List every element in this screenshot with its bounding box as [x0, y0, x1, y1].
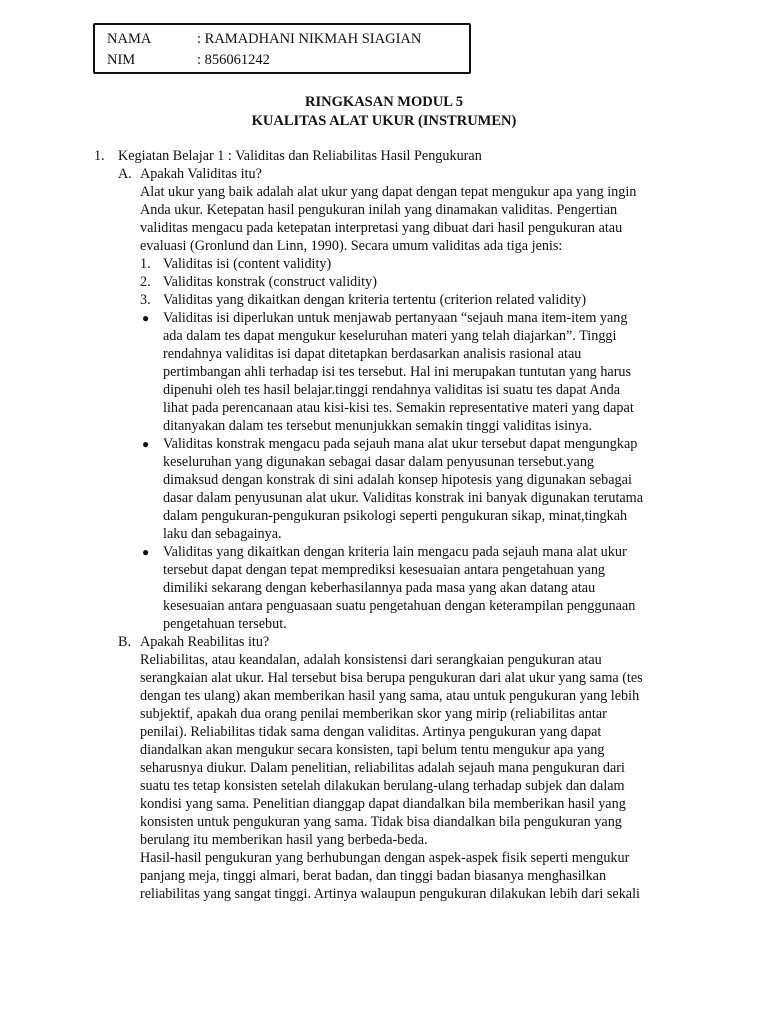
bullet-item-construct-validity: [163, 435, 643, 543]
subsection-a-heading: Apakah Validitas itu?: [140, 166, 262, 182]
bullet-item-criterion-validity: [163, 543, 635, 633]
bullet-icon: ●: [142, 311, 150, 325]
type-number: 1.: [140, 256, 151, 272]
bullet-line: keseluruhan yang digunakan sebagai dasar dalam penyusunan tersebut.yang: [163, 454, 595, 470]
subsection-a-letter: A.: [118, 166, 132, 182]
bullet-line: tersebut dapat dengan tepat memprediksi kesesuaian antara pengetahuan yang: [163, 562, 606, 578]
nim-row: [107, 51, 270, 69]
paragraph-line: suatu tes tetap konsisten setelah dilakukan berulang-ulang terhadap subjek dan dalam: [140, 778, 625, 794]
type-text: Validitas yang dikaitkan dengan kriteria tertentu (criterion related validity): [163, 292, 587, 308]
bullet-line: dalam pengukuran-pengukuran psikologi seperti pengukuran sikap, minat,tingkah: [163, 508, 628, 524]
reliabilitas-paragraph: [140, 651, 643, 903]
paragraph-line: evaluasi (Gronlund dan Linn, 1990). Secara umum validitas ada tiga jenis:: [140, 238, 563, 254]
bullet-line: lihat pada perencanaan atau kisi-kisi tes. Semakin representative materi yang dapat: [163, 400, 634, 416]
type-text: Validitas konstrak (construct validity): [163, 274, 377, 290]
bullet-line: dipenuhi oleh tes hasil belajar.tinggi rendahnya validitas isi suatu tes dapat Anda: [163, 382, 621, 398]
paragraph-line: validitas mengacu pada ketepatan interpretasi yang dibuat dari hasil pengukuran atau: [140, 220, 623, 236]
bullet-line: dimaksud dengan konstrak di sini adalah konsep hipotesis yang digunakan sebagai: [163, 472, 632, 488]
nim-value: : 856061242: [197, 52, 270, 68]
title-line-1: RINGKASAN MODUL 5: [305, 94, 463, 110]
bullet-line: pertimbangan ahli terhadap isi tes tersebut. Hal ini merupakan tuntutan yang harus: [163, 364, 632, 380]
bullet-line: laku dan sebagainya.: [163, 526, 282, 542]
bullet-line: ditanyakan dalam tes tersebut menunjukkan semakin tinggi validitas isinya.: [163, 418, 593, 434]
bullet-line: ada dalam tes dapat mengukur keseluruhan materi yang telah diajarkan”. Tinggi: [163, 328, 617, 344]
paragraph-line: penilai). Reliabilitas tidak sama dengan validitas. Artinya pengukuran yang dapat: [140, 724, 602, 740]
paragraph-line: berulang itu memberikan hasil yang berbeda-beda.: [140, 832, 428, 848]
paragraph-line: panjang meja, tinggi almari, berat badan, dan tinggi badan biasanya menghasilkan: [140, 868, 607, 884]
type-text: Validitas isi (content validity): [163, 256, 332, 272]
paragraph-line: diandalkan akan mengukur secara konsisten, tapi belum tentu mengukur apa yang: [140, 742, 605, 758]
bullet-line: kesesuaian antara penguasaan suatu pengetahuan dengan keterampilan penggunaan: [163, 598, 636, 614]
paragraph-line: Anda ukur. Ketepatan hasil pengukuran inilah yang dinamakan validitas. Pengertian: [140, 202, 618, 218]
bullet-line: Validitas yang dikaitkan dengan kriteria lain mengacu pada sejauh mana alat ukur: [163, 544, 627, 560]
bullet-line: dasar dalam penyusunan alat ukur. Validitas konstrak ini banyak digunakan terutama: [163, 490, 644, 506]
bullet-icon: ●: [142, 437, 150, 451]
paragraph-line: konsisten untuk pengukuran yang sama. Tidak bisa diandalkan bila pengukuran yang: [140, 814, 622, 830]
paragraph-line: Hasil-hasil pengukuran yang berhubungan dengan aspek-aspek fisik seperti mengukur: [140, 850, 630, 866]
nama-value: : RAMADHANI NIKMAH SIAGIAN: [197, 31, 422, 47]
section1-heading: Kegiatan Belajar 1 : Validitas dan Reliabilitas Hasil Pengukuran: [118, 148, 482, 164]
bullet-line: rendahnya validitas isi dapat ditetapkan berdasarkan analisis rasional atau: [163, 346, 582, 362]
paragraph-line: dengan tes ulang) akan memberikan hasil yang sama, atau untuk pengukuran yang lebih: [140, 688, 640, 704]
section1-number: 1.: [94, 148, 105, 164]
identity-box: [93, 23, 471, 74]
type-number: 3.: [140, 292, 151, 308]
bullet-item-content-validity: [163, 309, 634, 435]
bullet-icon: ●: [142, 545, 150, 559]
bullet-line: dimiliki sekarang dengan keberhasilannya pada masa yang akan datang atau: [163, 580, 596, 596]
paragraph-line: Alat ukur yang baik adalah alat ukur yang dapat dengan tepat mengukur apa yang ingin: [140, 184, 637, 200]
paragraph-line: subjektif, apakah dua orang penilai memberikan skor yang mirip (reliabilitas antar: [140, 706, 607, 722]
type-number: 2.: [140, 274, 151, 290]
subsection-b-heading: Apakah Reabilitas itu?: [140, 634, 270, 650]
subsection-b-letter: B.: [118, 634, 132, 650]
paragraph-line: serangkaian alat ukur. Hal tersebut bisa berupa pengukuran dari alat ukur yang sama (tes: [140, 670, 643, 686]
paragraph-line: Reliabilitas, atau keandalan, adalah konsistensi dari serangkaian pengukuran atau: [140, 652, 602, 668]
nama-label: NAMA: [107, 31, 152, 47]
validitas-paragraph: [140, 183, 636, 255]
nim-label: NIM: [107, 52, 136, 68]
bullet-line: Validitas konstrak mengacu pada sejauh mana alat ukur tersebut dapat mengungkap: [163, 436, 638, 452]
paragraph-line: kondisi yang sama. Penelitian dianggap dapat diandalkan bila memberikan hasil yang: [140, 796, 626, 812]
paragraph-line: reliabilitas yang sangat tinggi. Artinya walaupun pengukuran dilakukan lebih dari sekali: [140, 886, 640, 902]
title-line-2: KUALITAS ALAT UKUR (INSTRUMEN): [251, 113, 517, 129]
bullet-line: pengetahuan tersebut.: [163, 616, 287, 632]
paragraph-line: seharusnya diukur. Dalam penelitian, reliabilitas adalah sejauh mana pengukuran dari: [140, 760, 625, 776]
bullet-line: Validitas isi diperlukan untuk menjawab pertanyaan “sejauh mana item-item yang: [163, 310, 628, 326]
nama-row: [107, 30, 421, 48]
